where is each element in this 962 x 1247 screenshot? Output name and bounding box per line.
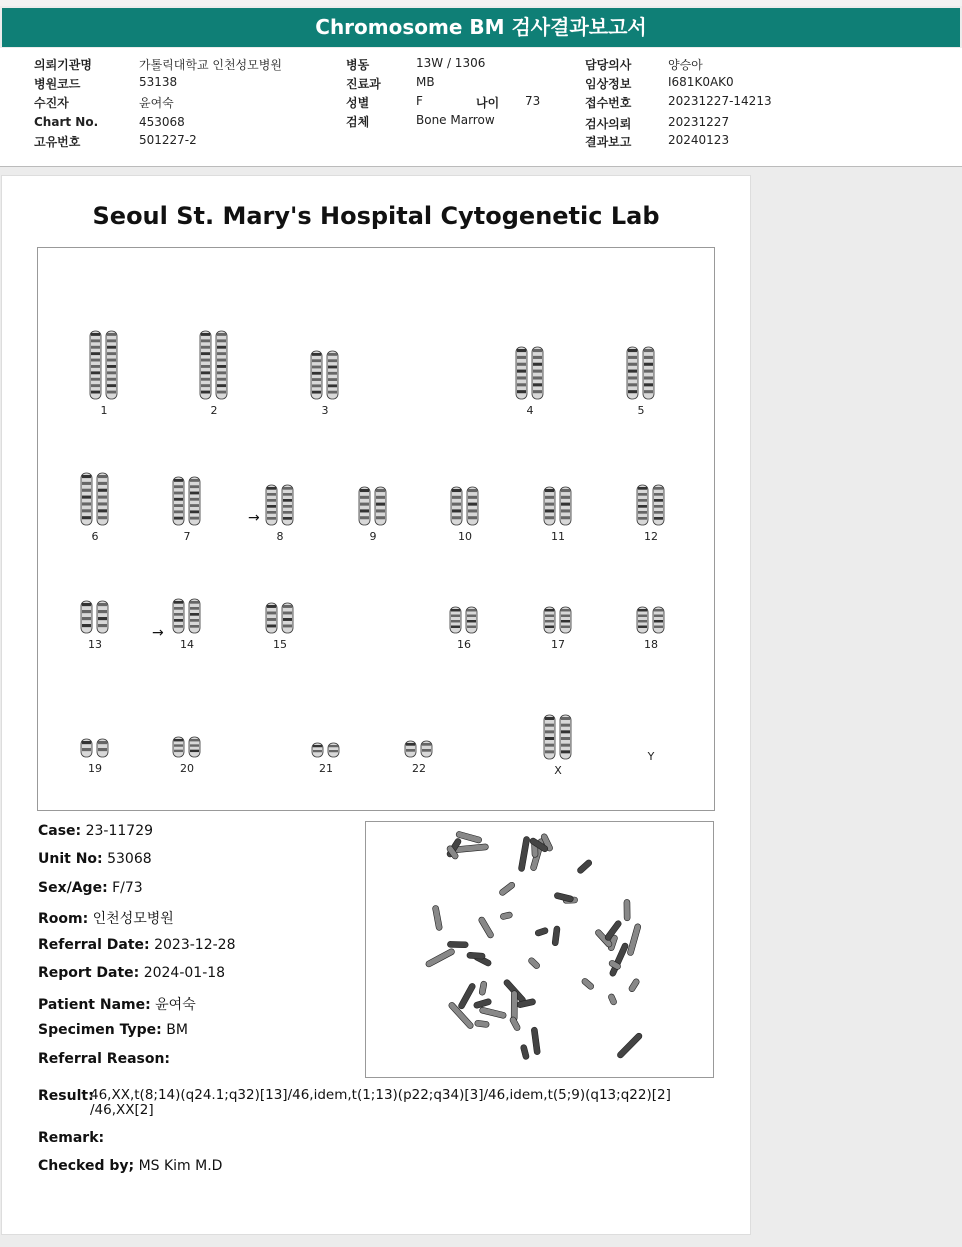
chromosome-label: 14 <box>180 638 194 651</box>
remark-row <box>38 1130 104 1146</box>
institution-value: 가톨릭대학교 인천성모병원 <box>139 58 282 72</box>
ward-value: 13W / 1306 <box>416 56 486 70</box>
result-value <box>90 1088 720 1118</box>
chromosome-label: 12 <box>644 530 658 543</box>
patient-info-panel <box>0 48 962 167</box>
chromosome-label: 13 <box>88 638 102 651</box>
specimen-label: 검체 <box>346 115 370 129</box>
chromosome-4 <box>500 346 560 417</box>
chromosome-17 <box>528 606 588 651</box>
sex-value: F <box>416 94 423 108</box>
lab-title: Seoul St. Mary's Hospital Cytogenetic Lab <box>92 202 660 230</box>
doctor-value: 양승아 <box>668 58 703 72</box>
metaphase-chromosome <box>479 981 488 996</box>
dept-value: MB <box>416 75 435 89</box>
patient-label: Patient Name: <box>38 997 151 1013</box>
chromosome-7 <box>157 476 217 543</box>
chromosome-label: 22 <box>412 762 426 775</box>
hospital-code-label: 병원코드 <box>34 77 81 91</box>
chromosome-pair-graphic <box>442 606 486 634</box>
hospital-code-value: 53138 <box>139 75 178 89</box>
institution-label: 의뢰기관명 <box>34 58 92 72</box>
metaphase-chromosome <box>509 1016 521 1032</box>
sexage-value: F/73 <box>112 880 143 896</box>
referral-reason-row <box>38 1051 170 1067</box>
specimen-value: Bone Marrow <box>416 113 495 127</box>
chromosome-label: 9 <box>369 530 377 543</box>
clinical-value: I681K0AK0 <box>668 75 734 89</box>
metaphase-chromosome <box>498 881 516 897</box>
chromosome-label: 10 <box>458 530 472 543</box>
metaphase-spread-graphic <box>366 822 713 1077</box>
referral-date-label: Referral Date: <box>38 937 150 953</box>
metaphase-chromosome <box>425 948 456 968</box>
examinee-value: 윤여숙 <box>139 96 174 110</box>
chromosome-22 <box>389 740 449 775</box>
unique-no-value: 501227-2 <box>139 133 197 147</box>
report-label: 결과보고 <box>585 135 632 149</box>
chromosome-19 <box>65 738 125 775</box>
metaphase-chromosome <box>447 941 468 948</box>
chromosome-label: 5 <box>637 404 645 417</box>
chromosome-16 <box>434 606 494 651</box>
metaphase-chromosome <box>552 926 560 946</box>
metaphase-chromosome <box>457 982 476 1010</box>
chromosome-10 <box>435 486 495 543</box>
report-header: Chromosome BM 검사결과보고서 <box>2 8 960 47</box>
metaphase-chromosome <box>624 899 630 920</box>
clinical-label: 임상정보 <box>585 77 632 91</box>
chromosome-label: 3 <box>321 404 329 417</box>
metaphase-chromosome <box>576 859 593 875</box>
chromosome-2 <box>184 330 244 417</box>
unit-label: Unit No: <box>38 851 103 867</box>
chromosome-label: 4 <box>526 404 534 417</box>
chromosome-11 <box>528 486 588 543</box>
metaphase-chromosome <box>520 1044 530 1060</box>
chromosome-pair-graphic <box>73 738 117 758</box>
case-row <box>38 823 153 839</box>
metaphase-chromosome <box>607 993 617 1006</box>
top-strip <box>0 0 962 6</box>
checked-value: MS Kim M.D <box>138 1158 223 1174</box>
chromosome-pair-graphic <box>536 486 580 526</box>
referral-reason-label: Referral Reason: <box>38 1051 171 1067</box>
chromosome-5 <box>611 346 671 417</box>
result-line-2: /46,XX[2] <box>90 1102 154 1118</box>
specimen-type-row <box>38 1022 188 1038</box>
report-date-value: 2024-01-18 <box>143 965 226 981</box>
age-value: 73 <box>525 94 541 108</box>
sexage-label: Sex/Age: <box>38 880 108 896</box>
chromosome-12 <box>621 484 681 543</box>
report-date-row <box>38 965 225 981</box>
chromosome-label: 11 <box>551 530 565 543</box>
metaphase-chromosome <box>511 991 517 1021</box>
chromosome-6 <box>65 472 125 543</box>
unit-value: 53068 <box>107 851 152 867</box>
chromosome-pair-graphic <box>165 476 209 526</box>
request-label: 검사의뢰 <box>585 117 632 131</box>
metaphase-chromosome <box>478 916 495 939</box>
chromosome-label: 8 <box>276 530 284 543</box>
chromosome-pair-graphic <box>192 330 236 400</box>
chart-no-label: Chart No. <box>34 115 99 129</box>
chromosome-21 <box>296 742 356 775</box>
chromosome-label: 19 <box>88 762 102 775</box>
examinee-label: 수진자 <box>34 96 69 110</box>
chromosome-label: Y <box>647 750 655 763</box>
result-label: Result: <box>38 1088 94 1104</box>
chromosome-pair-graphic <box>536 714 580 760</box>
sexage-row <box>38 880 143 896</box>
chromosome-3 <box>295 350 355 417</box>
chromosome-label: 21 <box>319 762 333 775</box>
chromosome-pair-graphic <box>629 606 673 634</box>
metaphase-chromosome <box>616 1032 643 1059</box>
metaphase-image <box>365 821 714 1078</box>
metaphase-chromosome <box>467 952 486 959</box>
karyotype-report-card <box>1 175 751 1235</box>
chromosome-pair-graphic <box>536 606 580 634</box>
metaphase-chromosome <box>527 957 541 970</box>
chromosome-8 <box>250 484 310 543</box>
result-block <box>38 1087 728 1118</box>
chromosome-label: 18 <box>644 638 658 651</box>
unit-row <box>38 851 152 867</box>
result-line-1: 46,XX,t(8;14)(q24.1;q32)[13]/46,idem,t(1;13)(p22;q34)[3]/46,idem,t(5;9)(q13;q22)[2] <box>90 1087 671 1103</box>
chromosome-pair-graphic <box>73 600 117 634</box>
chromosome-14 <box>157 598 217 651</box>
referral-date-value: 2023-12-28 <box>154 937 236 953</box>
chromosome-label: X <box>554 764 562 777</box>
case-label: Case: <box>38 823 82 839</box>
chromosome-pair-graphic <box>443 486 487 526</box>
checked-row <box>38 1158 222 1174</box>
arrow-chr8-icon: → <box>248 510 260 526</box>
dept-label: 진료과 <box>346 77 381 91</box>
chromosome-pair-graphic <box>165 598 209 634</box>
chromosome-18 <box>621 606 681 651</box>
chromosome-pair-graphic <box>619 346 663 400</box>
chromosome-pair-graphic <box>258 602 302 634</box>
remark-label: Remark: <box>38 1130 105 1146</box>
chromosome-pair-graphic <box>351 486 395 526</box>
chromosome-20 <box>157 736 217 775</box>
report-date-label: Report Date: <box>38 965 140 981</box>
chromosome-pair-graphic <box>304 742 348 758</box>
receipt-value: 20231227-14213 <box>668 94 772 108</box>
unique-no-label: 고유번호 <box>34 135 81 149</box>
chromosome-x <box>528 714 588 777</box>
age-label: 나이 <box>476 96 500 110</box>
patient-value: 윤여숙 <box>155 997 196 1013</box>
karyogram-panel <box>37 247 715 811</box>
request-value: 20231227 <box>668 115 730 129</box>
metaphase-chromosome <box>531 1027 541 1055</box>
room-label: Room: <box>38 911 89 927</box>
metaphase-chromosome <box>474 1020 489 1028</box>
checked-label: Checked by; <box>38 1158 135 1174</box>
metaphase-chromosome <box>581 977 595 990</box>
chromosome-label: 15 <box>273 638 287 651</box>
sex-label: 성별 <box>346 96 370 110</box>
room-value: 인천성모병원 <box>92 911 174 927</box>
chromosome-13 <box>65 600 125 651</box>
specimen-type-value: BM <box>166 1022 188 1038</box>
case-value: 23-11729 <box>85 823 154 839</box>
chromosome-y <box>621 748 681 763</box>
ward-label: 병동 <box>346 58 370 72</box>
chromosome-label: 16 <box>457 638 471 651</box>
chromosome-pair-graphic <box>258 484 302 526</box>
chromosome-15 <box>250 602 310 651</box>
chromosome-9 <box>343 486 403 543</box>
metaphase-chromosome <box>518 836 530 872</box>
patient-row <box>38 994 196 1014</box>
room-row <box>38 908 174 928</box>
chromosome-label: 7 <box>183 530 191 543</box>
chromosome-pair-graphic <box>397 740 441 758</box>
metaphase-chromosome <box>534 927 548 937</box>
referral-date-row <box>38 937 235 953</box>
metaphase-chromosome <box>479 1007 507 1019</box>
chromosome-label: 17 <box>551 638 565 651</box>
chromosome-label: 1 <box>100 404 108 417</box>
chromosome-pair-graphic <box>508 346 552 400</box>
metaphase-chromosome <box>628 978 640 993</box>
chromosome-pair-graphic <box>73 472 117 526</box>
chromosome-pair-graphic <box>629 484 673 526</box>
metaphase-chromosome <box>627 923 642 956</box>
receipt-label: 접수번호 <box>585 96 632 110</box>
chromosome-pair-graphic <box>165 736 209 758</box>
chromosome-pair-graphic <box>303 350 347 400</box>
report-value: 20240123 <box>668 133 730 147</box>
chromosome-pair-graphic <box>82 330 126 400</box>
chromosome-label: 2 <box>210 404 218 417</box>
doctor-label: 담당의사 <box>585 58 632 72</box>
chromosome-label: 20 <box>180 762 194 775</box>
specimen-type-label: Specimen Type: <box>38 1022 162 1038</box>
chromosome-label: 6 <box>91 530 99 543</box>
metaphase-chromosome <box>432 905 443 931</box>
arrow-chr14-icon: → <box>152 625 164 641</box>
chart-no-value: 453068 <box>139 115 185 129</box>
metaphase-chromosome <box>500 911 513 920</box>
chromosome-1 <box>74 330 134 417</box>
